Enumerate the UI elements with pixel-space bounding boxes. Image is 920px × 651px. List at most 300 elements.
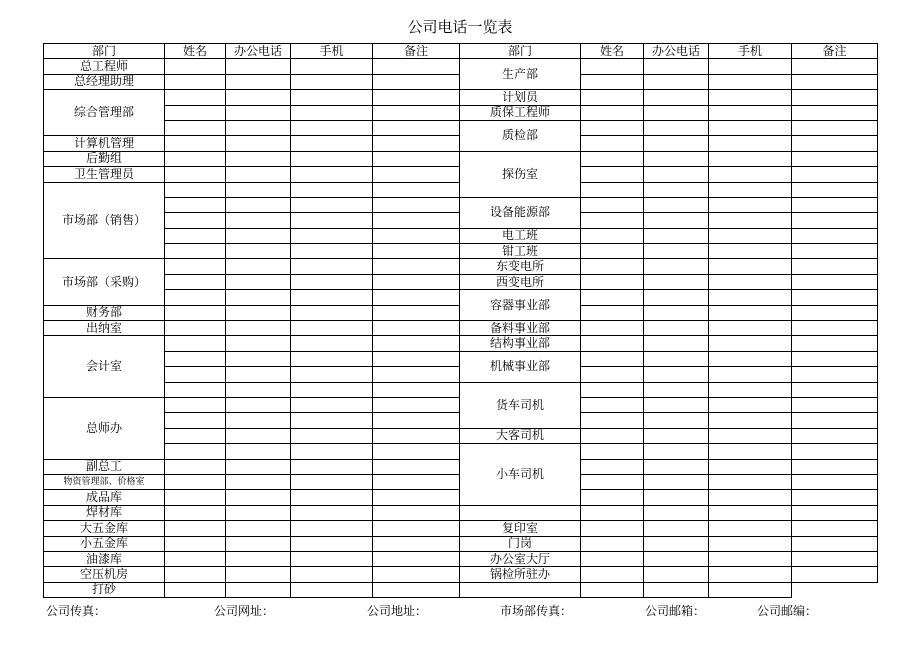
entry-cell[interactable] [644, 505, 709, 520]
entry-cell[interactable] [709, 167, 792, 182]
entry-cell[interactable] [792, 474, 878, 489]
entry-cell[interactable] [581, 321, 644, 336]
entry-cell[interactable] [460, 582, 581, 597]
entry-cell[interactable] [373, 182, 460, 197]
entry-cell[interactable] [792, 228, 878, 243]
entry-cell[interactable] [226, 151, 291, 166]
entry-cell[interactable] [709, 213, 792, 228]
dept-name: 大客司机 [460, 428, 581, 443]
entry-cell[interactable] [644, 551, 709, 566]
entry-cell[interactable] [581, 505, 644, 520]
entry-cell[interactable] [165, 290, 226, 305]
entry-cell[interactable] [165, 382, 226, 397]
entry-cell[interactable] [165, 459, 226, 474]
entry-cell[interactable] [581, 582, 644, 597]
entry-cell[interactable] [373, 228, 460, 243]
entry-cell[interactable] [226, 567, 291, 582]
entry-cell[interactable] [226, 197, 291, 212]
entry-cell[interactable] [226, 474, 291, 489]
dept-name: 设备能源部 [460, 197, 581, 228]
entry-cell[interactable] [792, 567, 878, 582]
entry-cell[interactable] [709, 197, 792, 212]
entry-cell[interactable] [165, 213, 226, 228]
entry-cell[interactable] [226, 305, 291, 320]
entry-cell[interactable] [291, 274, 373, 289]
entry-cell[interactable] [165, 536, 226, 551]
entry-cell[interactable] [165, 182, 226, 197]
entry-cell[interactable] [226, 182, 291, 197]
entry-cell[interactable] [165, 397, 226, 412]
entry-cell[interactable] [709, 244, 792, 259]
entry-cell[interactable] [644, 167, 709, 182]
entry-cell[interactable] [644, 428, 709, 443]
entry-cell[interactable] [291, 459, 373, 474]
entry-cell[interactable] [373, 459, 460, 474]
entry-cell[interactable] [165, 167, 226, 182]
entry-cell[interactable] [581, 259, 644, 274]
entry-cell[interactable] [581, 351, 644, 366]
entry-cell[interactable] [792, 521, 878, 536]
entry-cell[interactable] [226, 105, 291, 120]
entry-cell[interactable] [709, 490, 792, 505]
entry-cell[interactable] [226, 367, 291, 382]
entry-cell[interactable] [644, 397, 709, 412]
entry-cell[interactable] [226, 59, 291, 74]
entry-cell[interactable] [165, 428, 226, 443]
entry-cell[interactable] [373, 428, 460, 443]
entry-cell[interactable] [165, 120, 226, 135]
entry-cell[interactable] [709, 536, 792, 551]
entry-cell[interactable] [165, 413, 226, 428]
entry-cell[interactable] [373, 105, 460, 120]
entry-cell[interactable] [709, 336, 792, 351]
entry-cell[interactable] [226, 244, 291, 259]
entry-cell[interactable] [373, 244, 460, 259]
entry-cell[interactable] [709, 136, 792, 151]
entry-cell[interactable] [792, 336, 878, 351]
entry-cell[interactable] [165, 551, 226, 566]
entry-cell[interactable] [373, 74, 460, 89]
entry-cell[interactable] [792, 367, 878, 382]
entry-cell[interactable] [373, 120, 460, 135]
entry-cell[interactable] [644, 90, 709, 105]
entry-cell[interactable] [792, 274, 878, 289]
entry-cell[interactable] [165, 105, 226, 120]
entry-cell[interactable] [581, 182, 644, 197]
entry-cell[interactable] [291, 413, 373, 428]
entry-cell[interactable] [792, 551, 878, 566]
entry-cell[interactable] [165, 305, 226, 320]
entry-cell[interactable] [226, 290, 291, 305]
entry-cell[interactable] [373, 382, 460, 397]
entry-cell[interactable] [291, 336, 373, 351]
entry-cell[interactable] [644, 105, 709, 120]
entry-cell[interactable] [226, 167, 291, 182]
entry-cell[interactable] [581, 382, 644, 397]
entry-cell[interactable] [373, 213, 460, 228]
entry-cell[interactable] [165, 321, 226, 336]
entry-cell[interactable] [644, 59, 709, 74]
entry-cell[interactable] [709, 567, 792, 582]
entry-cell[interactable] [291, 182, 373, 197]
entry-cell[interactable] [792, 490, 878, 505]
entry-cell[interactable] [792, 74, 878, 89]
entry-cell[interactable] [373, 290, 460, 305]
entry-cell[interactable] [709, 321, 792, 336]
entry-cell[interactable] [291, 136, 373, 151]
entry-cell[interactable] [644, 444, 709, 459]
entry-cell[interactable] [709, 505, 792, 520]
entry-cell[interactable] [709, 351, 792, 366]
entry-cell[interactable] [373, 305, 460, 320]
entry-cell[interactable] [291, 521, 373, 536]
entry-cell[interactable] [644, 582, 709, 597]
entry-cell[interactable] [709, 90, 792, 105]
entry-cell[interactable] [373, 167, 460, 182]
entry-cell[interactable] [226, 213, 291, 228]
entry-cell[interactable] [644, 151, 709, 166]
entry-cell[interactable] [792, 90, 878, 105]
entry-cell[interactable] [291, 151, 373, 166]
entry-cell[interactable] [792, 136, 878, 151]
entry-cell[interactable] [792, 151, 878, 166]
entry-cell[interactable] [373, 197, 460, 212]
entry-cell[interactable] [792, 321, 878, 336]
entry-cell[interactable] [165, 136, 226, 151]
entry-cell[interactable] [165, 90, 226, 105]
entry-cell[interactable] [644, 413, 709, 428]
entry-cell[interactable] [709, 151, 792, 166]
entry-cell[interactable] [792, 213, 878, 228]
entry-cell[interactable] [373, 336, 460, 351]
entry-cell[interactable] [792, 382, 878, 397]
footer [0, 602, 920, 618]
entry-cell[interactable] [644, 474, 709, 489]
entry-cell[interactable] [581, 459, 644, 474]
entry-cell[interactable] [792, 290, 878, 305]
header-cell: 手机 [709, 44, 792, 59]
entry-cell[interactable] [291, 505, 373, 520]
entry-cell[interactable] [373, 321, 460, 336]
entry-cell[interactable] [165, 197, 226, 212]
entry-cell[interactable] [792, 505, 878, 520]
entry-cell[interactable] [226, 90, 291, 105]
entry-cell[interactable] [373, 536, 460, 551]
entry-cell[interactable] [709, 413, 792, 428]
entry-cell[interactable] [291, 74, 373, 89]
entry-cell[interactable] [644, 74, 709, 89]
entry-cell[interactable] [373, 474, 460, 489]
entry-cell[interactable] [709, 444, 792, 459]
entry-cell[interactable] [291, 120, 373, 135]
header-cell: 手机 [291, 44, 373, 59]
entry-cell[interactable] [373, 505, 460, 520]
entry-cell[interactable] [226, 382, 291, 397]
entry-cell[interactable] [291, 305, 373, 320]
entry-cell[interactable] [165, 521, 226, 536]
entry-cell[interactable] [373, 444, 460, 459]
dept-name: 钳工班 [460, 244, 581, 259]
entry-cell[interactable] [644, 228, 709, 243]
entry-cell[interactable] [709, 582, 792, 597]
entry-cell[interactable] [644, 290, 709, 305]
entry-cell[interactable] [226, 582, 291, 597]
entry-cell[interactable] [792, 120, 878, 135]
entry-cell[interactable] [709, 521, 792, 536]
entry-cell[interactable] [792, 244, 878, 259]
entry-cell[interactable] [792, 444, 878, 459]
entry-cell[interactable] [226, 351, 291, 366]
entry-cell[interactable] [709, 290, 792, 305]
entry-cell[interactable] [291, 59, 373, 74]
dept-name: 门岗 [460, 536, 581, 551]
entry-cell[interactable] [165, 228, 226, 243]
entry-cell[interactable] [709, 74, 792, 89]
entry-cell[interactable] [709, 274, 792, 289]
entry-cell[interactable] [291, 290, 373, 305]
entry-cell[interactable] [581, 305, 644, 320]
entry-cell[interactable] [581, 274, 644, 289]
entry-cell[interactable] [226, 521, 291, 536]
entry-cell[interactable] [709, 367, 792, 382]
entry-cell[interactable] [581, 136, 644, 151]
entry-cell[interactable] [165, 151, 226, 166]
entry-cell[interactable] [165, 582, 226, 597]
entry-cell[interactable] [581, 228, 644, 243]
entry-cell[interactable] [373, 551, 460, 566]
entry-cell[interactable] [581, 59, 644, 74]
entry-cell[interactable] [709, 305, 792, 320]
entry-cell[interactable] [581, 197, 644, 212]
entry-cell[interactable] [581, 567, 644, 582]
entry-cell[interactable] [581, 444, 644, 459]
entry-cell[interactable] [291, 382, 373, 397]
entry-cell[interactable] [709, 228, 792, 243]
entry-cell[interactable] [581, 536, 644, 551]
entry-cell[interactable] [644, 336, 709, 351]
entry-cell[interactable] [792, 59, 878, 74]
entry-cell[interactable] [792, 459, 878, 474]
entry-cell[interactable] [709, 428, 792, 443]
entry-cell[interactable] [644, 521, 709, 536]
entry-cell[interactable] [373, 259, 460, 274]
entry-cell[interactable] [709, 59, 792, 74]
entry-cell[interactable] [373, 90, 460, 105]
entry-cell[interactable] [581, 167, 644, 182]
entry-cell[interactable] [226, 459, 291, 474]
entry-cell[interactable] [709, 551, 792, 566]
entry-cell[interactable] [165, 74, 226, 89]
entry-cell[interactable] [373, 521, 460, 536]
entry-cell[interactable] [226, 336, 291, 351]
entry-cell[interactable] [644, 274, 709, 289]
entry-cell[interactable] [792, 305, 878, 320]
footer-marketing-fax: 市场部传真： [500, 604, 573, 618]
entry-cell[interactable] [291, 105, 373, 120]
entry-cell[interactable] [792, 413, 878, 428]
entry-cell[interactable] [709, 397, 792, 412]
entry-cell[interactable] [792, 167, 878, 182]
entry-cell[interactable] [165, 367, 226, 382]
dept-name: 后勤组 [44, 151, 165, 166]
entry-cell[interactable] [226, 74, 291, 89]
entry-cell[interactable] [291, 90, 373, 105]
entry-cell[interactable] [581, 244, 644, 259]
dept-name: 打砂 [44, 582, 165, 597]
dept-name: 小五金库 [44, 536, 165, 551]
entry-cell[interactable] [373, 567, 460, 582]
entry-cell[interactable] [709, 382, 792, 397]
entry-cell[interactable] [792, 259, 878, 274]
entry-cell[interactable] [792, 428, 878, 443]
entry-cell[interactable] [581, 474, 644, 489]
dept-name: 总经理助理 [44, 74, 165, 89]
entry-cell[interactable] [373, 582, 460, 597]
entry-cell[interactable] [581, 290, 644, 305]
dept-name: 物资管理部、价格室 [44, 474, 165, 489]
entry-cell[interactable] [581, 105, 644, 120]
entry-cell[interactable] [226, 259, 291, 274]
entry-cell[interactable] [165, 351, 226, 366]
dept-name: 计划员 [460, 90, 581, 105]
entry-cell[interactable] [581, 336, 644, 351]
entry-cell[interactable] [165, 244, 226, 259]
entry-cell[interactable] [226, 505, 291, 520]
entry-cell[interactable] [644, 305, 709, 320]
entry-cell[interactable] [165, 274, 226, 289]
entry-cell[interactable] [644, 244, 709, 259]
entry-cell[interactable] [291, 321, 373, 336]
entry-cell[interactable] [291, 367, 373, 382]
entry-cell[interactable] [644, 382, 709, 397]
entry-cell[interactable] [291, 167, 373, 182]
dept-name: 货车司机 [460, 382, 581, 428]
entry-cell[interactable] [226, 428, 291, 443]
entry-cell[interactable] [709, 259, 792, 274]
entry-cell[interactable] [581, 90, 644, 105]
entry-cell[interactable] [165, 505, 226, 520]
entry-cell[interactable] [165, 444, 226, 459]
entry-cell[interactable] [226, 136, 291, 151]
entry-cell[interactable] [165, 59, 226, 74]
entry-cell[interactable] [291, 351, 373, 366]
entry-cell[interactable] [373, 351, 460, 366]
entry-cell[interactable] [373, 136, 460, 151]
dept-name: 出纳室 [44, 321, 165, 336]
entry-cell[interactable] [644, 136, 709, 151]
entry-cell[interactable] [291, 551, 373, 566]
entry-cell[interactable] [373, 397, 460, 412]
entry-cell[interactable] [644, 213, 709, 228]
entry-cell[interactable] [291, 228, 373, 243]
entry-cell[interactable] [644, 367, 709, 382]
entry-cell[interactable] [792, 536, 878, 551]
entry-cell[interactable] [644, 259, 709, 274]
entry-cell[interactable] [226, 551, 291, 566]
entry-cell[interactable] [291, 244, 373, 259]
entry-cell[interactable] [291, 536, 373, 551]
entry-cell[interactable] [581, 367, 644, 382]
entry-cell[interactable] [373, 367, 460, 382]
entry-cell[interactable] [792, 351, 878, 366]
entry-cell[interactable] [291, 444, 373, 459]
entry-cell[interactable] [644, 536, 709, 551]
entry-cell[interactable] [165, 336, 226, 351]
entry-cell[interactable] [373, 59, 460, 74]
entry-cell[interactable] [226, 536, 291, 551]
entry-cell[interactable] [373, 413, 460, 428]
entry-cell[interactable] [581, 428, 644, 443]
entry-cell[interactable] [792, 105, 878, 120]
dept-name: 质保工程师 [460, 105, 581, 120]
entry-cell[interactable] [373, 151, 460, 166]
entry-cell[interactable] [226, 490, 291, 505]
entry-cell[interactable] [165, 490, 226, 505]
entry-cell[interactable] [291, 428, 373, 443]
entry-cell[interactable] [291, 490, 373, 505]
entry-cell[interactable] [581, 213, 644, 228]
entry-cell[interactable] [581, 521, 644, 536]
entry-cell[interactable] [581, 551, 644, 566]
entry-cell[interactable] [644, 197, 709, 212]
entry-cell[interactable] [644, 120, 709, 135]
entry-cell[interactable] [373, 490, 460, 505]
header-cell: 办公电话 [644, 44, 709, 59]
entry-cell[interactable] [226, 444, 291, 459]
entry-cell[interactable] [581, 490, 644, 505]
entry-cell[interactable] [644, 182, 709, 197]
entry-cell[interactable] [581, 151, 644, 166]
entry-cell[interactable] [373, 274, 460, 289]
entry-cell[interactable] [792, 197, 878, 212]
entry-cell[interactable] [644, 490, 709, 505]
entry-cell[interactable] [291, 567, 373, 582]
entry-cell[interactable] [291, 197, 373, 212]
entry-cell[interactable] [291, 474, 373, 489]
entry-cell[interactable] [165, 474, 226, 489]
entry-cell[interactable] [709, 474, 792, 489]
entry-cell[interactable] [581, 397, 644, 412]
entry-cell[interactable] [226, 228, 291, 243]
entry-cell[interactable] [792, 182, 878, 197]
entry-cell[interactable] [792, 397, 878, 412]
entry-cell[interactable] [581, 74, 644, 89]
entry-cell[interactable] [291, 259, 373, 274]
entry-cell[interactable] [226, 321, 291, 336]
entry-cell[interactable] [644, 351, 709, 366]
dept-name: 机械事业部 [460, 351, 581, 382]
entry-cell[interactable] [709, 120, 792, 135]
entry-cell[interactable] [581, 120, 644, 135]
entry-cell[interactable] [291, 397, 373, 412]
entry-cell[interactable] [291, 582, 373, 597]
entry-cell[interactable] [165, 567, 226, 582]
entry-cell[interactable] [644, 459, 709, 474]
entry-cell[interactable] [644, 321, 709, 336]
entry-cell[interactable] [291, 213, 373, 228]
entry-cell[interactable] [581, 413, 644, 428]
entry-cell[interactable] [226, 120, 291, 135]
entry-cell[interactable] [226, 413, 291, 428]
entry-cell[interactable] [226, 274, 291, 289]
entry-cell[interactable] [709, 105, 792, 120]
entry-cell[interactable] [644, 567, 709, 582]
table-row [44, 197, 878, 212]
entry-cell[interactable] [709, 182, 792, 197]
entry-cell[interactable] [165, 259, 226, 274]
entry-cell[interactable] [709, 459, 792, 474]
entry-cell[interactable] [226, 397, 291, 412]
